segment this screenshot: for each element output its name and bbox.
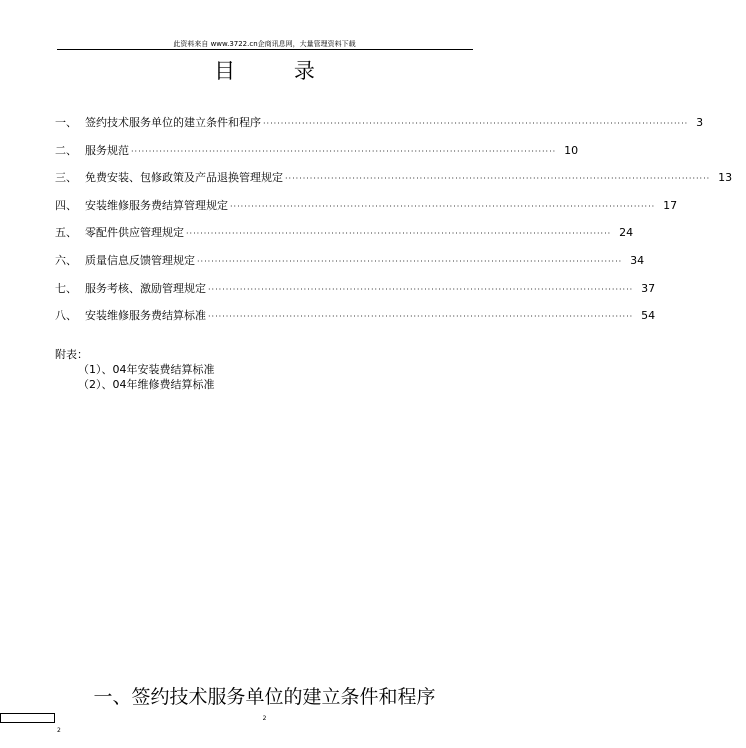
toc-entry-page: 24 <box>619 226 634 240</box>
toc-entry-number: 四、 <box>55 198 77 212</box>
toc-list <box>55 114 733 335</box>
toc-entry[interactable] <box>55 114 704 142</box>
toc-entry-title: 签约技术服务单位的建立条件和程序 <box>85 116 261 129</box>
toc-dot-leader: ························································································································ <box>186 229 612 239</box>
header-rule <box>57 49 473 50</box>
toc-entry-number: 一、 <box>55 116 77 129</box>
toc-entry[interactable] <box>55 142 579 170</box>
toc-entry-title: 质量信息反馈管理规定 <box>85 253 195 267</box>
toc-entry-title: 服务考核、激励管理规定 <box>85 281 206 295</box>
section-heading: 一、签约技术服务单位的建立条件和程序 <box>93 686 436 708</box>
appendix-item: （1）、04年安装费结算标准 <box>78 363 215 376</box>
toc-entry[interactable] <box>55 252 645 280</box>
page-number: 2 <box>262 715 267 722</box>
toc-entry-number: 八、 <box>55 309 77 323</box>
toc-entry-page: 10 <box>564 143 579 157</box>
toc-dot-leader: ························································································································ <box>208 284 634 294</box>
toc-entry-page: 17 <box>663 198 678 212</box>
page-header-text: 此资料来自 www.3722.cn企商讯息网，大量管理资料下载 <box>173 40 356 48</box>
toc-dot-leader: ························································································································ <box>285 174 711 184</box>
toc-entry-title: 服务规范 <box>85 143 129 157</box>
toc-entry-page: 3 <box>696 116 704 129</box>
toc-entry-number: 二、 <box>55 143 77 157</box>
toc-dot-leader: ························································································································ <box>230 201 656 211</box>
page-number-left: 2 <box>57 727 61 734</box>
toc-entry-title: 安装维修服务费结算标准 <box>85 309 206 323</box>
toc-entry[interactable] <box>55 280 656 308</box>
toc-entry-number: 六、 <box>55 253 77 267</box>
toc-entry[interactable] <box>55 169 733 197</box>
toc-entry-title: 免费安装、包修政策及产品退换管理规定 <box>85 171 283 185</box>
toc-entry[interactable] <box>55 224 634 252</box>
toc-entry-page: 37 <box>641 281 656 295</box>
toc-title: 目 录 <box>214 59 341 83</box>
toc-entry-title: 安装维修服务费结算管理规定 <box>85 198 228 212</box>
toc-entry-number: 三、 <box>55 171 77 185</box>
toc-entry-number: 五、 <box>55 226 77 240</box>
toc-dot-leader: ························································································································ <box>208 312 634 322</box>
toc-dot-leader: ························································································································ <box>263 119 689 128</box>
toc-entry-number: 七、 <box>55 281 77 295</box>
toc-entry-page: 34 <box>630 253 645 267</box>
toc-dot-leader: ························································································································ <box>197 256 623 266</box>
toc-entry[interactable] <box>55 307 656 335</box>
toc-entry-title: 零配件供应管理规定 <box>85 226 184 240</box>
appendix-block <box>55 347 215 392</box>
toc-dot-leader: ························································································································ <box>131 146 557 156</box>
appendix-item: （2）、04年维修费结算标准 <box>78 378 215 391</box>
toc-entry-page: 54 <box>641 309 656 323</box>
appendix-label: 附表： <box>55 348 88 361</box>
toc-entry[interactable] <box>55 197 678 225</box>
toc-entry-page: 13 <box>718 171 733 185</box>
